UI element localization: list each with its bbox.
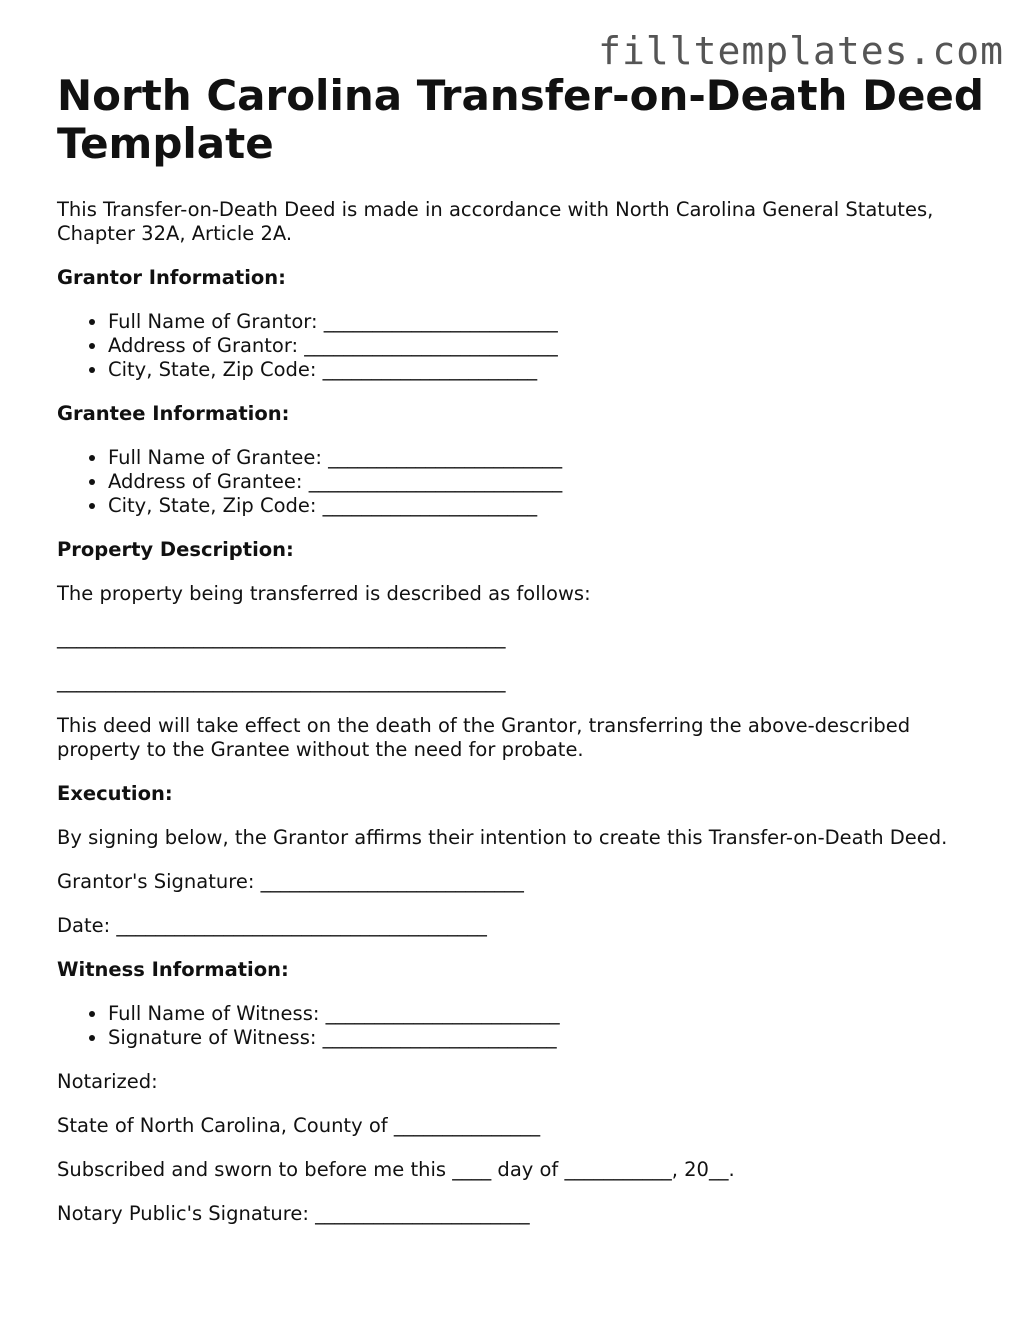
list-item: • Full Name of Grantee: ________________________ [108, 446, 987, 470]
list-item: • Address of Grantee: __________________________ [108, 470, 987, 494]
list-item: • Signature of Witness: ________________________ [108, 1026, 987, 1050]
property-heading: Property Description: [57, 538, 294, 561]
document-body [57, 72, 987, 1226]
grantee-heading: Grantee Information: [57, 402, 290, 425]
list-item: • Address of Grantor: __________________________ [108, 334, 987, 358]
list-item: • City, State, Zip Code: ______________________ [108, 358, 987, 382]
grantee-list [57, 446, 987, 518]
grantor-heading: Grantor Information: [57, 266, 286, 289]
list-item: • City, State, Zip Code: ______________________ [108, 494, 987, 518]
date-line: Date: ______________________________________ [57, 914, 487, 937]
witness-list [57, 1002, 987, 1050]
county-line: State of North Carolina, County of _______________ [57, 1114, 541, 1137]
grantor-signature-line: Grantor's Signature: ___________________________ [57, 870, 524, 893]
sworn-line: Subscribed and sworn to before me this ____ day of ___________, 20__. [57, 1158, 735, 1181]
execution-text: By signing below, the Grantor affirms their intention to create this Transfer-on-Death Deed. [57, 826, 948, 849]
effect-paragraph: This deed will take effect on the death of the Grantor, transferring the above-described property to the Grantee without the need for probate. [57, 714, 911, 761]
witness-heading: Witness Information: [57, 958, 289, 981]
notarized-label: Notarized: [57, 1070, 158, 1093]
watermark: filltemplates.com [598, 29, 1004, 73]
property-blank-line-1: ______________________________________________ [57, 626, 506, 649]
intro-paragraph: This Transfer-on-Death Deed is made in accordance with North Carolina General Statutes, Chapter 32A, Article 2A. [57, 198, 934, 245]
property-text: The property being transferred is described as follows: [57, 582, 591, 605]
list-item: • Full Name of Witness: ________________________ [108, 1002, 987, 1026]
grantor-list [57, 310, 987, 382]
property-blank-line-2: ______________________________________________ [57, 670, 506, 693]
execution-heading: Execution: [57, 782, 173, 805]
list-item: • Full Name of Grantor: ________________________ [108, 310, 987, 334]
notary-signature-line: Notary Public's Signature: ______________________ [57, 1202, 530, 1225]
page-title: North Carolina Transfer-on-Death Deed Template [57, 71, 984, 168]
